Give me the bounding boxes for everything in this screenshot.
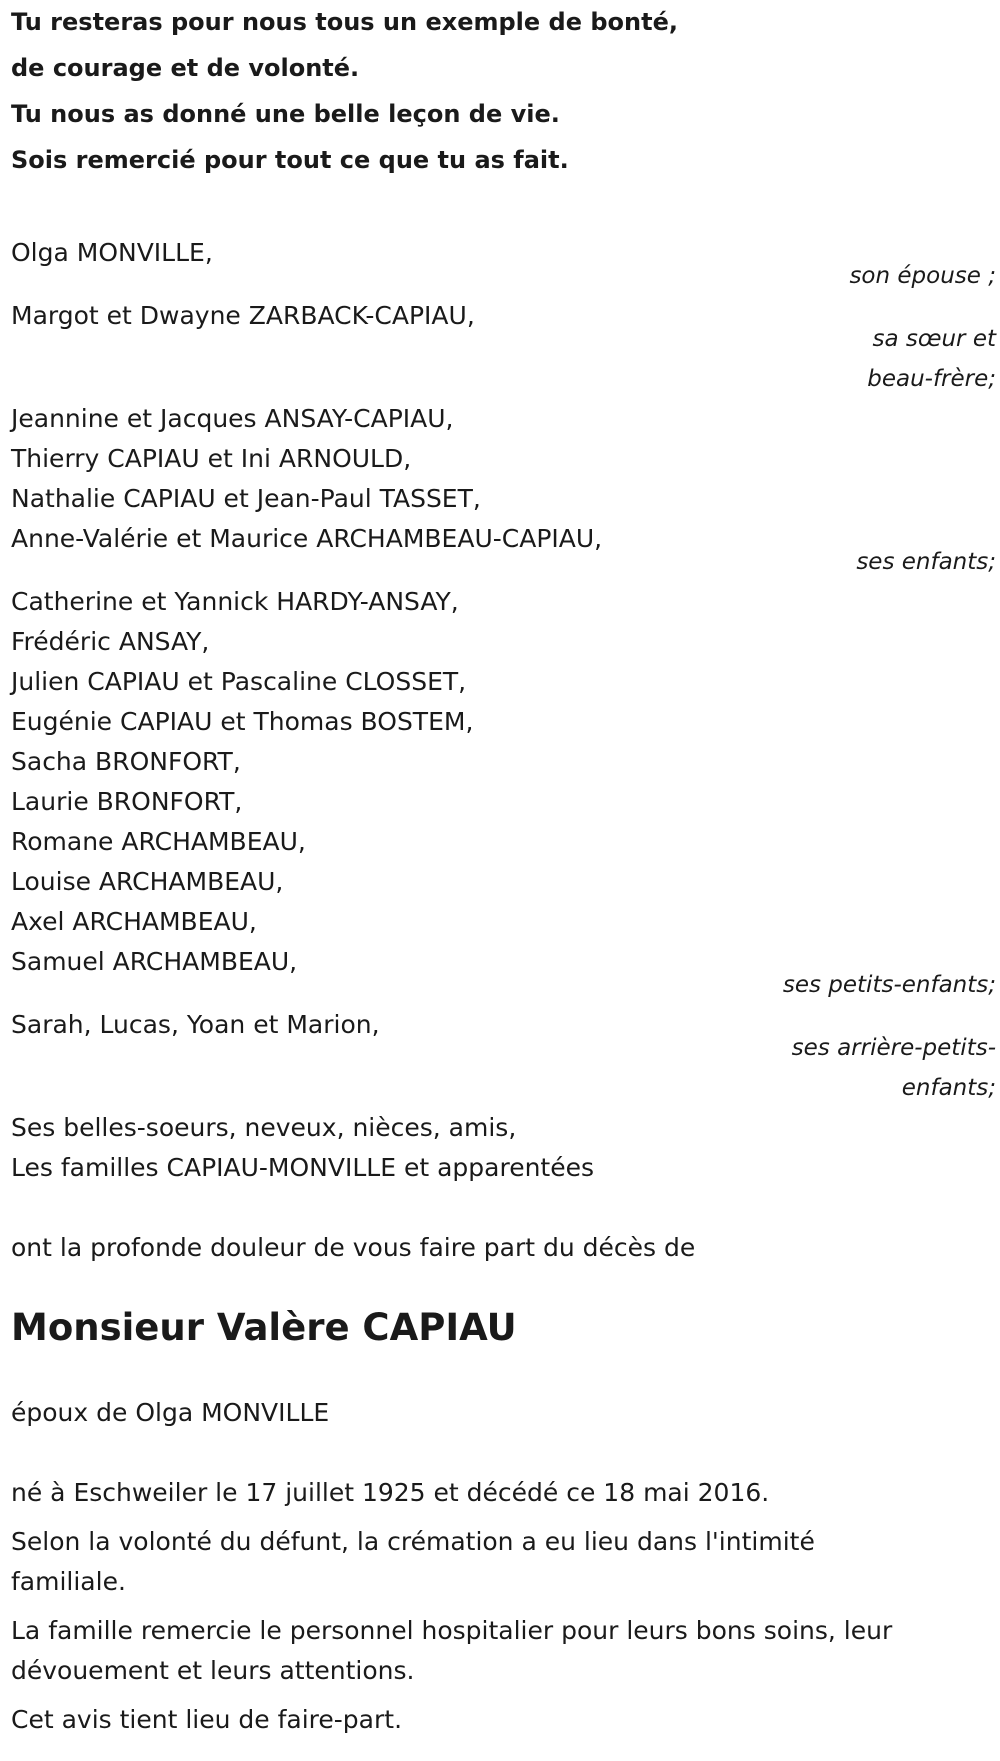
announcement-text: ont la profonde douleur de vous faire part du décès de [11,1233,696,1262]
relation-label: sa sœur et [872,326,996,352]
family-name-line: Margot et Dwayne ZARBACK-CAPIAU, [11,301,475,330]
family-name-line: Thierry CAPIAU et Ini ARNOULD, [11,444,412,473]
epitaph-line: Sois remercié pour tout ce que tu as fait. [11,146,569,174]
relation-label: ses arrière-petits- [791,1035,996,1061]
family-name-line: Laurie BRONFORT, [11,787,243,816]
family-name-line: Olga MONVILLE, [11,238,213,267]
family-name-line: Les familles CAPIAU-MONVILLE et apparentées [11,1153,595,1182]
epitaph-line: de courage et de volonté. [11,54,360,82]
family-name-line: Samuel ARCHAMBEAU, [11,947,298,976]
family-name-line: Jeannine et Jacques ANSAY-CAPIAU, [11,404,454,433]
epitaph-line: Tu nous as donné une belle leçon de vie. [11,100,560,128]
relation-label: enfants; [901,1075,996,1101]
family-name-line: Julien CAPIAU et Pascaline CLOSSET, [11,667,467,696]
spouse-line: époux de Olga MONVILLE [11,1398,330,1427]
family-name-line: Catherine et Yannick HARDY-ANSAY, [11,587,459,616]
epitaph-line: Tu resteras pour nous tous un exemple de bonté, [11,8,678,36]
relation-label: son épouse ; [849,263,996,289]
relation-label: ses enfants; [856,549,996,575]
thanks-line: dévouement et leurs attentions. [11,1656,415,1685]
family-name-line: Nathalie CAPIAU et Jean-Paul TASSET, [11,484,481,513]
family-name-line: Anne-Valérie et Maurice ARCHAMBEAU-CAPIAU, [11,524,603,553]
family-name-line: Eugénie CAPIAU et Thomas BOSTEM, [11,707,474,736]
deceased-name: Monsieur Valère CAPIAU [11,1306,517,1349]
family-name-line: Romane ARCHAMBEAU, [11,827,306,856]
family-name-line: Frédéric ANSAY, [11,627,210,656]
family-name-line: Sarah, Lucas, Yoan et Marion, [11,1010,380,1039]
cremation-line: Selon la volonté du défunt, la crémation a eu lieu dans l'intimité [11,1527,815,1556]
cremation-line: familiale. [11,1567,126,1596]
family-name-line: Axel ARCHAMBEAU, [11,907,257,936]
relation-label: ses petits-enfants; [782,972,996,998]
relation-label: beau-frère; [867,366,996,392]
birth-death-line: né à Eschweiler le 17 juillet 1925 et décédé ce 18 mai 2016. [11,1478,770,1507]
family-name-line: Louise ARCHAMBEAU, [11,867,284,896]
notice-line: Cet avis tient lieu de faire-part. [11,1705,403,1734]
thanks-line: La famille remercie le personnel hospitalier pour leurs bons soins, leur [11,1616,893,1645]
family-name-line: Sacha BRONFORT, [11,747,241,776]
family-name-line: Ses belles-soeurs, neveux, nièces, amis, [11,1113,517,1142]
